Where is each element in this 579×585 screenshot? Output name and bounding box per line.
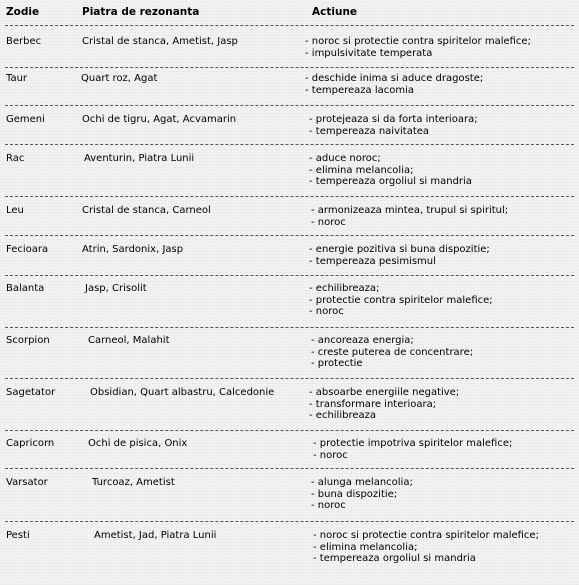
resonance-stones: Cristal de stanca, Carneol — [82, 205, 211, 216]
zodiac-sign: Sagetator — [6, 387, 56, 398]
zodiac-sign: Scorpion — [6, 335, 50, 346]
header-zodie: Zodie — [6, 6, 40, 18]
zodiac-sign: Varsator — [6, 477, 48, 488]
action-item: - protectie contra spiritelor malefice; — [309, 294, 493, 306]
resonance-stones: Jasp, Crisolit — [85, 283, 147, 294]
action-item: - tempereaza lacomia — [305, 84, 414, 96]
action-item: - elimina melancolia; — [309, 164, 414, 176]
action-item: - aduce noroc; — [309, 153, 381, 164]
action-item: - echilibreaza — [309, 410, 377, 421]
action-list — [305, 36, 531, 59]
action-list — [311, 205, 508, 228]
zodiac-sign: Taur — [6, 73, 28, 84]
header-piatra: Piatra de rezonanta — [82, 6, 200, 18]
row-separator — [5, 327, 574, 328]
row-separator — [5, 430, 574, 431]
resonance-stones: Ametist, Jad, Piatra Lunii — [94, 530, 217, 541]
action-item: - deschide inima si aduce dragoste; — [305, 73, 484, 84]
zodiac-sign: Fecioara — [6, 244, 49, 255]
action-item: - noroc — [309, 306, 344, 317]
action-item: - impulsivitate temperata — [305, 47, 433, 59]
action-list — [309, 387, 459, 422]
action-item: - tempereaza orgoliul si mandria — [313, 553, 476, 564]
action-item: - absoarbe energiile negative; — [309, 387, 460, 398]
resonance-stones: Turcoaz, Ametist — [92, 477, 175, 488]
action-list — [311, 335, 473, 370]
action-list — [309, 153, 472, 188]
action-list — [309, 283, 493, 318]
resonance-stones: Quart roz, Agat — [81, 73, 158, 84]
zodiac-sign: Berbec — [6, 36, 42, 47]
row-separator — [5, 25, 574, 26]
action-item: - tempereaza orgoliul si mandria — [309, 176, 472, 187]
action-list — [313, 530, 539, 565]
action-item: - tempereaza pesimismul — [309, 255, 436, 267]
action-item: - noroc — [311, 216, 346, 228]
row-separator — [5, 468, 574, 469]
action-item: - buna dispozitie; — [311, 488, 398, 500]
action-list — [309, 114, 478, 137]
row-separator — [5, 378, 574, 379]
zodiac-sign: Capricorn — [6, 438, 55, 449]
action-item: - transformare interioara; — [309, 398, 437, 410]
action-item: - tempereaza naivitatea — [309, 125, 430, 137]
zodiac-sign: Pesti — [6, 530, 30, 541]
action-item: - energie pozitiva si buna dispozitie; — [309, 244, 490, 255]
action-item: - echilibreaza; — [309, 283, 380, 294]
action-list — [311, 477, 413, 512]
action-item: - alunga melancolia; — [311, 477, 413, 488]
resonance-stones: Cristal de stanca, Ametist, Jasp — [82, 36, 238, 47]
action-item: - armonizeaza mintea, trupul si spiritul; — [311, 205, 509, 216]
resonance-stones: Carneol, Malahit — [88, 335, 170, 346]
row-separator — [5, 67, 574, 68]
action-item: - noroc — [311, 500, 346, 511]
resonance-stones: Atrin, Sardonix, Jasp — [82, 244, 184, 255]
row-separator — [5, 521, 574, 522]
action-item: - noroc si protectie contra spiritelor malefice; — [305, 36, 531, 47]
action-item: - noroc — [313, 449, 348, 461]
zodiac-sign: Rac — [6, 153, 25, 164]
resonance-stones: Aventurin, Piatra Lunii — [84, 153, 195, 164]
action-item: - protejeaza si da forta interioara; — [309, 114, 478, 125]
action-item: - protectie — [311, 358, 363, 369]
action-item: - ancoreaza energia; — [311, 335, 414, 346]
action-item: - noroc si protectie contra spiritelor malefice; — [313, 530, 539, 541]
resonance-stones: Obsidian, Quart albastru, Calcedonie — [90, 387, 275, 398]
row-separator — [5, 275, 574, 276]
zodiac-sign: Gemeni — [6, 114, 45, 125]
action-item: - elimina melancolia; — [313, 541, 418, 553]
row-separator — [5, 196, 574, 197]
row-separator — [5, 105, 574, 106]
action-list — [313, 438, 512, 461]
row-separator — [5, 235, 574, 236]
action-list — [305, 73, 483, 96]
resonance-stones: Ochi de tigru, Agat, Acvamarin — [82, 114, 237, 125]
action-item: - creste puterea de concentrare; — [311, 346, 474, 358]
resonance-stones: Ochi de pisica, Onix — [88, 438, 188, 449]
header-actiune: Actiune — [312, 6, 358, 18]
action-list — [309, 244, 490, 267]
zodiac-sign: Leu — [6, 205, 24, 216]
row-separator — [5, 144, 574, 145]
zodiac-sign: Balanta — [6, 283, 45, 294]
action-item: - protectie impotriva spiritelor malefice; — [313, 438, 513, 449]
